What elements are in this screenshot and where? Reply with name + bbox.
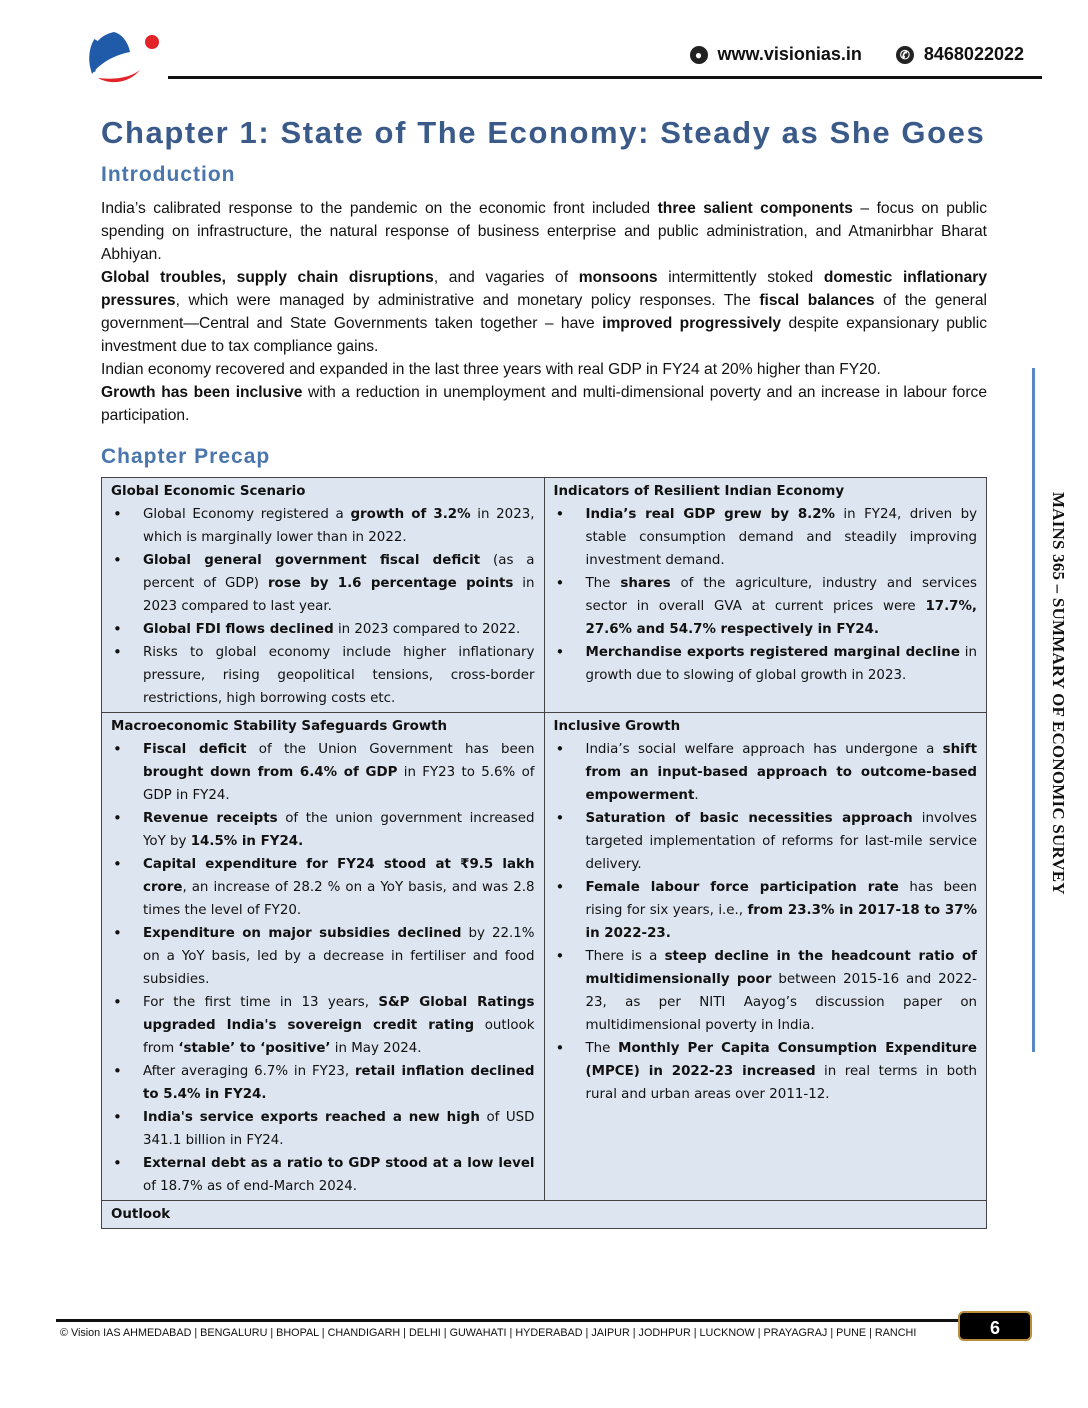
list-item bbox=[554, 738, 978, 807]
body-text: of the agriculture, industry and services sector in overall GVA at current prices were bbox=[585, 576, 977, 614]
emphasis-text: rose by 1.6 percentage points bbox=[267, 576, 514, 591]
phone-number: 8468022022 bbox=[923, 44, 1024, 64]
body-text: in May 2024. bbox=[330, 1041, 422, 1056]
body-text: Risks to global economy include higher inflationary pressure, rising geopolitical tensions, cross-border restrictions, high borrowing costs etc. bbox=[143, 645, 535, 706]
page-number: 6 bbox=[958, 1311, 1032, 1341]
body-text: of the Union Government has been bbox=[246, 742, 535, 757]
emphasis-text: retail inflation declined to 5.4% in FY24. bbox=[143, 1064, 535, 1102]
cell-title: Inclusive Growth bbox=[553, 719, 681, 734]
body-text: has been rising for six years, i.e., bbox=[585, 880, 977, 918]
body-text: intermittently stoked bbox=[657, 269, 824, 286]
body-text: despite expansionary public investment due to tax compliance gains. bbox=[101, 315, 988, 355]
emphasis-text: monsoons bbox=[578, 269, 658, 286]
introduction-body bbox=[101, 197, 987, 427]
precap-cell-inclusive-growth bbox=[544, 713, 987, 1201]
precap-cell-resilient-economy bbox=[544, 478, 987, 713]
emphasis-text: India's service exports reached a new high bbox=[143, 1110, 480, 1125]
body-text: in 2023 compared to last year. bbox=[143, 576, 535, 614]
footer-divider bbox=[56, 1319, 976, 1322]
body-text: involves targeted implementation of reforms for last-mile service delivery. bbox=[585, 811, 977, 872]
body-text: The bbox=[585, 1041, 619, 1056]
vision-ias-logo bbox=[84, 26, 164, 88]
body-text: of the union government increased YoY by bbox=[143, 811, 535, 849]
list-item bbox=[111, 853, 535, 922]
body-text: in FY24, driven by stable consumption demand and steadily improving investment demand. bbox=[585, 507, 977, 568]
list-item bbox=[111, 738, 535, 807]
list-item bbox=[111, 503, 535, 549]
intro-paragraph bbox=[101, 381, 987, 427]
bullet-list bbox=[554, 738, 978, 1106]
intro-paragraph bbox=[101, 358, 987, 381]
list-item bbox=[111, 641, 535, 710]
emphasis-text: 17.7%, 27.6% and 54.7% respectively in FY24. bbox=[585, 599, 977, 637]
emphasis-text: Global general government fiscal deficit bbox=[143, 553, 481, 568]
list-item bbox=[111, 807, 535, 853]
body-text: , and vagaries of bbox=[433, 269, 579, 286]
cell-title: Macroeconomic Stability Safeguards Growth bbox=[111, 719, 448, 734]
emphasis-text: Monthly Per Capita Consumption Expenditure (MPCE) in 2022-23 increased bbox=[585, 1041, 977, 1079]
emphasis-text: Growth has been inclusive bbox=[101, 384, 303, 401]
emphasis-text: Expenditure on major subsidies declined bbox=[143, 926, 462, 941]
emphasis-text: fiscal balances bbox=[759, 292, 875, 309]
emphasis-text: S&P Global Ratings upgraded India's sovereign credit rating bbox=[143, 995, 535, 1033]
phone-icon: ✆ bbox=[896, 46, 914, 64]
precap-cell-global-economy bbox=[102, 478, 545, 713]
body-text: with a reduction in unemployment and multi-dimensional poverty and an increase in labour force participation. bbox=[101, 384, 987, 424]
body-text: , an increase of 28.2 % on a YoY basis, and was 2.8 times the level of FY20. bbox=[143, 880, 535, 918]
body-text: outlook from bbox=[143, 1018, 535, 1056]
globe-icon: ● bbox=[690, 46, 708, 64]
contact-info bbox=[690, 44, 1024, 65]
precap-table bbox=[101, 477, 987, 1229]
bullet-list bbox=[111, 738, 535, 1198]
emphasis-text: improved progressively bbox=[602, 315, 782, 332]
body-text: of 18.7% as of end-March 2024. bbox=[143, 1179, 358, 1194]
emphasis-text: shift from an input-based approach to outcome-based empowerment bbox=[585, 742, 977, 803]
body-text: by 22.1% on a YoY basis, led by a decrease in fertiliser and food subsidies. bbox=[143, 926, 535, 987]
emphasis-text: Merchandise exports registered marginal decline bbox=[585, 645, 960, 660]
list-item bbox=[554, 572, 978, 641]
list-item bbox=[554, 641, 978, 687]
emphasis-text: Female labour force participation rate bbox=[585, 880, 899, 895]
body-text: India’s social welfare approach has undergone a bbox=[585, 742, 943, 757]
body-text: of the general government—Central and State Governments taken together – have bbox=[101, 292, 987, 332]
page-title: Chapter 1: State of The Economy: Steady as She Goes bbox=[101, 115, 986, 150]
precap-cell-outlook bbox=[102, 1201, 987, 1229]
intro-paragraph bbox=[101, 266, 987, 358]
list-item bbox=[554, 807, 978, 876]
emphasis-text: domestic inflationary pressures bbox=[101, 269, 987, 309]
list-item bbox=[554, 1037, 978, 1106]
emphasis-text: three salient components bbox=[657, 200, 853, 217]
introduction-heading: Introduction bbox=[101, 163, 236, 186]
list-item bbox=[111, 1152, 535, 1198]
body-text: Indian economy recovered and expanded in the last three years with real GDP in FY24 at 20% higher than FY20. bbox=[101, 361, 881, 378]
emphasis-text: ‘stable’ to ‘positive’ bbox=[178, 1041, 331, 1056]
bullet-list bbox=[111, 503, 535, 710]
body-text: (as a percent of GDP) bbox=[143, 553, 535, 591]
body-text: India’s calibrated response to the pandemic on the economic front included bbox=[101, 200, 658, 217]
sidebar-accent-rule bbox=[1032, 368, 1035, 1052]
cell-title: Indicators of Resilient Indian Economy bbox=[553, 484, 845, 499]
emphasis-text: Saturation of basic necessities approach bbox=[585, 811, 913, 826]
list-item bbox=[111, 1060, 535, 1106]
cell-title: Outlook bbox=[111, 1207, 171, 1222]
body-text: between 2015-16 and 2022-23, as per NITI Aayog’s discussion paper on multidimensional poverty in India. bbox=[585, 972, 977, 1033]
body-text: . bbox=[694, 788, 699, 803]
body-text: in real terms in both rural and urban areas over 2011-12. bbox=[585, 1064, 977, 1102]
intro-paragraph bbox=[101, 197, 987, 266]
emphasis-text: Global FDI flows declined bbox=[143, 622, 334, 637]
emphasis-text: Revenue receipts bbox=[143, 811, 278, 826]
emphasis-text: shares bbox=[620, 576, 671, 591]
body-text: in growth due to slowing of global growth in 2023. bbox=[585, 645, 977, 683]
cell-title: Global Economic Scenario bbox=[111, 484, 306, 499]
emphasis-text: growth of 3.2% bbox=[350, 507, 471, 522]
list-item bbox=[111, 618, 535, 641]
list-item bbox=[554, 503, 978, 572]
emphasis-text: brought down from 6.4% of GDP bbox=[143, 765, 398, 780]
emphasis-text: Capital expenditure for FY24 stood at ₹9.5 lakh crore bbox=[143, 857, 535, 895]
footer-locations: © Vision IAS AHMEDABAD | BENGALURU | BHOPAL | CHANDIGARH | DELHI | GUWAHATI | HYDERABAD | JAIPUR | JODHPUR | LUCKNOW | PRAYAGRAJ | PUNE | RANCHI bbox=[60, 1327, 917, 1339]
emphasis-text: from 23.3% in 2017-18 to 37% in 2022-23. bbox=[585, 903, 977, 941]
body-text: in 2023, which is marginally lower than in 2022. bbox=[143, 507, 535, 545]
precap-heading: Chapter Precap bbox=[101, 445, 271, 468]
emphasis-text: Global troubles, supply chain disruptions bbox=[101, 269, 434, 286]
body-text: There is a bbox=[585, 949, 665, 964]
body-text: in 2023 compared to 2022. bbox=[333, 622, 521, 637]
body-text: – focus on public spending on infrastructure, the natural response of business enterprise and public administration, and Atmanirbhar Bharat Abhiyan. bbox=[101, 200, 987, 263]
bullet-list bbox=[554, 503, 978, 687]
emphasis-text: Fiscal deficit bbox=[143, 742, 247, 757]
list-item bbox=[554, 876, 978, 945]
list-item bbox=[111, 1106, 535, 1152]
table-row bbox=[102, 713, 987, 1201]
list-item bbox=[111, 549, 535, 618]
list-item bbox=[111, 991, 535, 1060]
header-divider bbox=[168, 76, 1042, 79]
precap-cell-macro-stability bbox=[102, 713, 545, 1201]
body-text: Global Economy registered a bbox=[143, 507, 351, 522]
emphasis-text: India’s real GDP grew by 8.2% bbox=[585, 507, 835, 522]
table-row bbox=[102, 478, 987, 713]
list-item bbox=[111, 922, 535, 991]
website-link[interactable]: www.visionias.in bbox=[717, 44, 862, 64]
sidebar-title: MAINS 365 – SUMMARY OF ECONOMIC SURVEY bbox=[1049, 492, 1068, 895]
emphasis-text: External debt as a ratio to GDP stood at a low level bbox=[143, 1156, 535, 1171]
body-text: of USD 341.1 billion in FY24. bbox=[143, 1110, 535, 1148]
body-text: , which were managed by administrative and monetary policy responses. The bbox=[175, 292, 760, 309]
emphasis-text: steep decline in the headcount ratio of multidimensionally poor bbox=[585, 949, 977, 987]
body-text: For the first time in 13 years, bbox=[143, 995, 379, 1010]
main-content bbox=[101, 110, 987, 1229]
emphasis-text: 14.5% in FY24. bbox=[190, 834, 304, 849]
list-item bbox=[554, 945, 978, 1037]
body-text: in FY23 to 5.6% of GDP in FY24. bbox=[143, 765, 535, 803]
body-text: After averaging 6.7% in FY23, bbox=[143, 1064, 355, 1079]
body-text: The bbox=[585, 576, 621, 591]
table-row bbox=[102, 1201, 987, 1229]
